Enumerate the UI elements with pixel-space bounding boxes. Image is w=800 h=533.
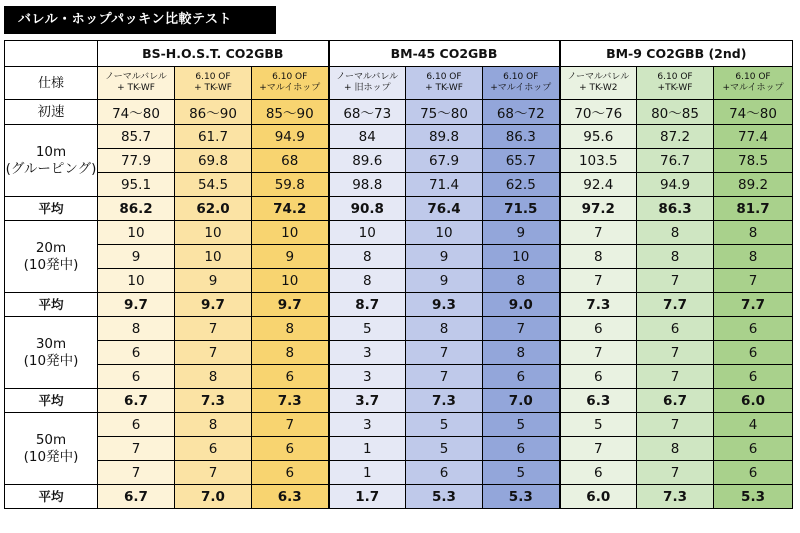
average-row bbox=[5, 485, 793, 509]
data-cell: 7 bbox=[175, 317, 252, 341]
data-cell: 7 bbox=[637, 269, 714, 293]
data-cell: 8 bbox=[406, 317, 483, 341]
distance-label-line2: (グルーピング) bbox=[5, 160, 97, 177]
spec-cell bbox=[406, 67, 483, 100]
speed-label: 初速 bbox=[5, 100, 98, 125]
data-cell: 6 bbox=[98, 413, 175, 437]
data-cell: 8 bbox=[637, 437, 714, 461]
data-cell: 5 bbox=[406, 437, 483, 461]
data-cell: 3 bbox=[329, 413, 406, 437]
data-cell: 5 bbox=[483, 413, 560, 437]
data-cell: 9 bbox=[98, 245, 175, 269]
data-cell: 7 bbox=[98, 437, 175, 461]
average-label: 平均 bbox=[5, 389, 98, 413]
data-cell: 89.8 bbox=[406, 125, 483, 149]
speed-cell: 74～80 bbox=[714, 100, 793, 125]
data-cell: 10 bbox=[406, 221, 483, 245]
data-cell: 10 bbox=[98, 221, 175, 245]
data-cell: 7 bbox=[637, 461, 714, 485]
data-cell: 9 bbox=[406, 269, 483, 293]
average-cell: 9.7 bbox=[98, 293, 175, 317]
data-cell: 94.9 bbox=[637, 173, 714, 197]
average-cell: 7.3 bbox=[406, 389, 483, 413]
data-cell: 10 bbox=[252, 221, 329, 245]
average-label: 平均 bbox=[5, 197, 98, 221]
speed-cell: 75～80 bbox=[406, 100, 483, 125]
average-cell: 7.3 bbox=[560, 293, 637, 317]
data-cell: 7 bbox=[406, 341, 483, 365]
spec-text-line: 6.10 OF bbox=[195, 72, 231, 82]
comparison-table bbox=[4, 40, 793, 509]
average-cell: 6.3 bbox=[252, 485, 329, 509]
spec-cell bbox=[329, 67, 406, 100]
data-cell: 6 bbox=[252, 365, 329, 389]
spec-cell bbox=[714, 67, 793, 100]
average-cell: 6.7 bbox=[98, 485, 175, 509]
spec-cell bbox=[98, 67, 175, 100]
spec-text-line: +マルイホップ bbox=[259, 83, 321, 93]
data-cell: 5 bbox=[329, 317, 406, 341]
data-cell: 7 bbox=[483, 317, 560, 341]
speed-row bbox=[5, 100, 793, 125]
data-cell: 94.9 bbox=[252, 125, 329, 149]
average-cell: 1.7 bbox=[329, 485, 406, 509]
average-cell: 6.7 bbox=[98, 389, 175, 413]
data-cell: 5 bbox=[406, 413, 483, 437]
gun-name-header: BM-9 CO2GBB (2nd) bbox=[560, 41, 793, 67]
speed-cell: 85～90 bbox=[252, 100, 329, 125]
data-cell: 6 bbox=[483, 365, 560, 389]
data-row bbox=[5, 173, 793, 197]
data-cell: 8 bbox=[637, 245, 714, 269]
header-corner-cell bbox=[5, 41, 98, 67]
data-cell: 92.4 bbox=[560, 173, 637, 197]
data-cell: 3 bbox=[329, 341, 406, 365]
data-cell: 9 bbox=[175, 269, 252, 293]
data-cell: 84 bbox=[329, 125, 406, 149]
data-cell: 7 bbox=[560, 437, 637, 461]
data-cell: 7 bbox=[637, 413, 714, 437]
average-cell: 7.7 bbox=[714, 293, 793, 317]
data-cell: 4 bbox=[714, 413, 793, 437]
data-cell: 6 bbox=[637, 317, 714, 341]
distance-label-line2: (10発中) bbox=[23, 256, 79, 273]
data-cell: 61.7 bbox=[175, 125, 252, 149]
speed-cell: 68～73 bbox=[329, 100, 406, 125]
data-cell: 76.7 bbox=[637, 149, 714, 173]
data-cell: 7 bbox=[560, 269, 637, 293]
data-cell: 7 bbox=[560, 341, 637, 365]
average-row bbox=[5, 389, 793, 413]
average-cell: 6.0 bbox=[714, 389, 793, 413]
data-cell: 77.9 bbox=[98, 149, 175, 173]
data-cell: 10 bbox=[252, 269, 329, 293]
data-row bbox=[5, 245, 793, 269]
data-cell: 7 bbox=[406, 365, 483, 389]
data-cell: 8 bbox=[175, 413, 252, 437]
average-cell: 81.7 bbox=[714, 197, 793, 221]
data-row bbox=[5, 341, 793, 365]
data-cell: 7 bbox=[98, 461, 175, 485]
data-cell: 6 bbox=[175, 437, 252, 461]
spec-label: 仕様 bbox=[5, 67, 98, 100]
average-cell: 5.3 bbox=[483, 485, 560, 509]
spec-cell bbox=[252, 67, 329, 100]
distance-label bbox=[5, 413, 98, 485]
spec-text-line: + TK-WF bbox=[425, 83, 463, 93]
data-cell: 87.2 bbox=[637, 125, 714, 149]
distance-label bbox=[5, 221, 98, 293]
data-cell: 103.5 bbox=[560, 149, 637, 173]
spec-text-line: +マルイホップ bbox=[722, 83, 784, 93]
data-cell: 1 bbox=[329, 437, 406, 461]
data-cell: 10 bbox=[329, 221, 406, 245]
data-cell: 8 bbox=[329, 245, 406, 269]
average-cell: 86.3 bbox=[637, 197, 714, 221]
average-cell: 7.7 bbox=[637, 293, 714, 317]
speed-cell: 74～80 bbox=[98, 100, 175, 125]
spec-text-line: 6.10 OF bbox=[657, 72, 693, 82]
data-row bbox=[5, 413, 793, 437]
data-cell: 7 bbox=[637, 365, 714, 389]
distance-label bbox=[5, 125, 98, 197]
data-cell: 8 bbox=[637, 221, 714, 245]
data-cell: 9 bbox=[252, 245, 329, 269]
spec-cell bbox=[483, 67, 560, 100]
data-row bbox=[5, 437, 793, 461]
spec-text-line: + TK-WF bbox=[117, 83, 155, 93]
data-cell: 7 bbox=[175, 341, 252, 365]
data-cell: 6 bbox=[98, 365, 175, 389]
data-cell: 6 bbox=[252, 437, 329, 461]
data-row bbox=[5, 317, 793, 341]
speed-cell: 80～85 bbox=[637, 100, 714, 125]
average-label: 平均 bbox=[5, 293, 98, 317]
data-cell: 7 bbox=[560, 221, 637, 245]
data-cell: 8 bbox=[252, 341, 329, 365]
data-cell: 6 bbox=[560, 461, 637, 485]
data-cell: 98.8 bbox=[329, 173, 406, 197]
data-cell: 54.5 bbox=[175, 173, 252, 197]
distance-label bbox=[5, 317, 98, 389]
spec-text-line: ノーマルバレル bbox=[567, 72, 630, 82]
data-cell: 6 bbox=[483, 437, 560, 461]
spec-text-line: 6.10 OF bbox=[426, 72, 462, 82]
data-cell: 85.7 bbox=[98, 125, 175, 149]
data-cell: 10 bbox=[175, 245, 252, 269]
data-cell: 7 bbox=[637, 341, 714, 365]
data-row bbox=[5, 125, 793, 149]
average-cell: 76.4 bbox=[406, 197, 483, 221]
data-cell: 8 bbox=[560, 245, 637, 269]
data-cell: 8 bbox=[483, 269, 560, 293]
data-cell: 8 bbox=[98, 317, 175, 341]
speed-cell: 86～90 bbox=[175, 100, 252, 125]
average-cell: 3.7 bbox=[329, 389, 406, 413]
data-cell: 65.7 bbox=[483, 149, 560, 173]
average-cell: 7.3 bbox=[252, 389, 329, 413]
average-cell: 8.7 bbox=[329, 293, 406, 317]
data-cell: 10 bbox=[175, 221, 252, 245]
distance-label-line1: 50m bbox=[35, 431, 67, 448]
average-cell: 5.3 bbox=[714, 485, 793, 509]
average-cell: 7.0 bbox=[175, 485, 252, 509]
data-cell: 89.2 bbox=[714, 173, 793, 197]
data-row bbox=[5, 461, 793, 485]
speed-cell: 70～76 bbox=[560, 100, 637, 125]
gun-name-header: BM-45 CO2GBB bbox=[329, 41, 560, 67]
data-cell: 6 bbox=[560, 317, 637, 341]
spec-cell bbox=[637, 67, 714, 100]
data-cell: 5 bbox=[483, 461, 560, 485]
data-cell: 69.8 bbox=[175, 149, 252, 173]
spec-cell bbox=[560, 67, 637, 100]
average-row bbox=[5, 293, 793, 317]
data-cell: 78.5 bbox=[714, 149, 793, 173]
average-cell: 6.7 bbox=[637, 389, 714, 413]
data-cell: 95.6 bbox=[560, 125, 637, 149]
gun-header-row bbox=[5, 41, 793, 67]
data-cell: 7 bbox=[252, 413, 329, 437]
data-cell: 67.9 bbox=[406, 149, 483, 173]
spec-cell bbox=[175, 67, 252, 100]
data-cell: 6 bbox=[714, 317, 793, 341]
average-cell: 71.5 bbox=[483, 197, 560, 221]
spec-text-line: +TK-WF bbox=[657, 83, 693, 93]
distance-label-line1: 10m bbox=[35, 143, 67, 160]
average-cell: 9.7 bbox=[252, 293, 329, 317]
data-cell: 89.6 bbox=[329, 149, 406, 173]
spec-row bbox=[5, 67, 793, 100]
average-cell: 7.0 bbox=[483, 389, 560, 413]
average-cell: 9.0 bbox=[483, 293, 560, 317]
average-cell: 74.2 bbox=[252, 197, 329, 221]
spec-text-line: +マルイホップ bbox=[490, 83, 552, 93]
average-cell: 7.3 bbox=[175, 389, 252, 413]
data-row bbox=[5, 221, 793, 245]
average-cell: 9.7 bbox=[175, 293, 252, 317]
data-row bbox=[5, 269, 793, 293]
data-cell: 8 bbox=[175, 365, 252, 389]
data-cell: 6 bbox=[98, 341, 175, 365]
spec-text-line: 6.10 OF bbox=[735, 72, 771, 82]
average-label: 平均 bbox=[5, 485, 98, 509]
distance-label-line2: (10発中) bbox=[23, 352, 79, 369]
data-cell: 9 bbox=[483, 221, 560, 245]
spec-text-line: + TK-WF bbox=[194, 83, 232, 93]
average-cell: 7.3 bbox=[637, 485, 714, 509]
average-cell: 97.2 bbox=[560, 197, 637, 221]
data-cell: 9 bbox=[406, 245, 483, 269]
data-cell: 7 bbox=[175, 461, 252, 485]
average-cell: 62.0 bbox=[175, 197, 252, 221]
data-cell: 6 bbox=[252, 461, 329, 485]
data-cell: 62.5 bbox=[483, 173, 560, 197]
data-cell: 6 bbox=[714, 341, 793, 365]
data-cell: 3 bbox=[329, 365, 406, 389]
distance-label-line2: (10発中) bbox=[23, 448, 79, 465]
data-cell: 77.4 bbox=[714, 125, 793, 149]
data-cell: 1 bbox=[329, 461, 406, 485]
page-title: バレル・ホップパッキン比較テスト bbox=[4, 6, 276, 34]
spec-text-line: + 旧ホップ bbox=[344, 83, 391, 93]
average-cell: 5.3 bbox=[406, 485, 483, 509]
average-cell: 9.3 bbox=[406, 293, 483, 317]
gun-name-header: BS-H.O.S.T. CO2GBB bbox=[98, 41, 329, 67]
data-cell: 10 bbox=[98, 269, 175, 293]
spec-text-line: 6.10 OF bbox=[272, 72, 308, 82]
data-cell: 10 bbox=[483, 245, 560, 269]
average-row bbox=[5, 197, 793, 221]
data-cell: 7 bbox=[714, 269, 793, 293]
data-cell: 8 bbox=[252, 317, 329, 341]
data-cell: 59.8 bbox=[252, 173, 329, 197]
data-cell: 6 bbox=[560, 365, 637, 389]
data-cell: 6 bbox=[714, 437, 793, 461]
data-row bbox=[5, 149, 793, 173]
data-cell: 6 bbox=[714, 365, 793, 389]
data-cell: 86.3 bbox=[483, 125, 560, 149]
data-cell: 68 bbox=[252, 149, 329, 173]
distance-label-line1: 30m bbox=[35, 335, 67, 352]
data-cell: 95.1 bbox=[98, 173, 175, 197]
distance-label-line1: 20m bbox=[35, 239, 67, 256]
spec-text-line: 6.10 OF bbox=[503, 72, 539, 82]
data-cell: 8 bbox=[714, 245, 793, 269]
speed-cell: 68～72 bbox=[483, 100, 560, 125]
data-cell: 8 bbox=[483, 341, 560, 365]
data-cell: 8 bbox=[329, 269, 406, 293]
average-cell: 90.8 bbox=[329, 197, 406, 221]
spec-text-line: ノーマルバレル bbox=[105, 72, 167, 82]
spec-text-line: ノーマルバレル bbox=[336, 72, 399, 82]
data-cell: 6 bbox=[714, 461, 793, 485]
data-row bbox=[5, 365, 793, 389]
average-cell: 6.3 bbox=[560, 389, 637, 413]
data-cell: 8 bbox=[714, 221, 793, 245]
average-cell: 86.2 bbox=[98, 197, 175, 221]
spec-text-line: + TK-W2 bbox=[579, 83, 618, 93]
data-cell: 71.4 bbox=[406, 173, 483, 197]
data-cell: 5 bbox=[560, 413, 637, 437]
data-cell: 6 bbox=[406, 461, 483, 485]
average-cell: 6.0 bbox=[560, 485, 637, 509]
